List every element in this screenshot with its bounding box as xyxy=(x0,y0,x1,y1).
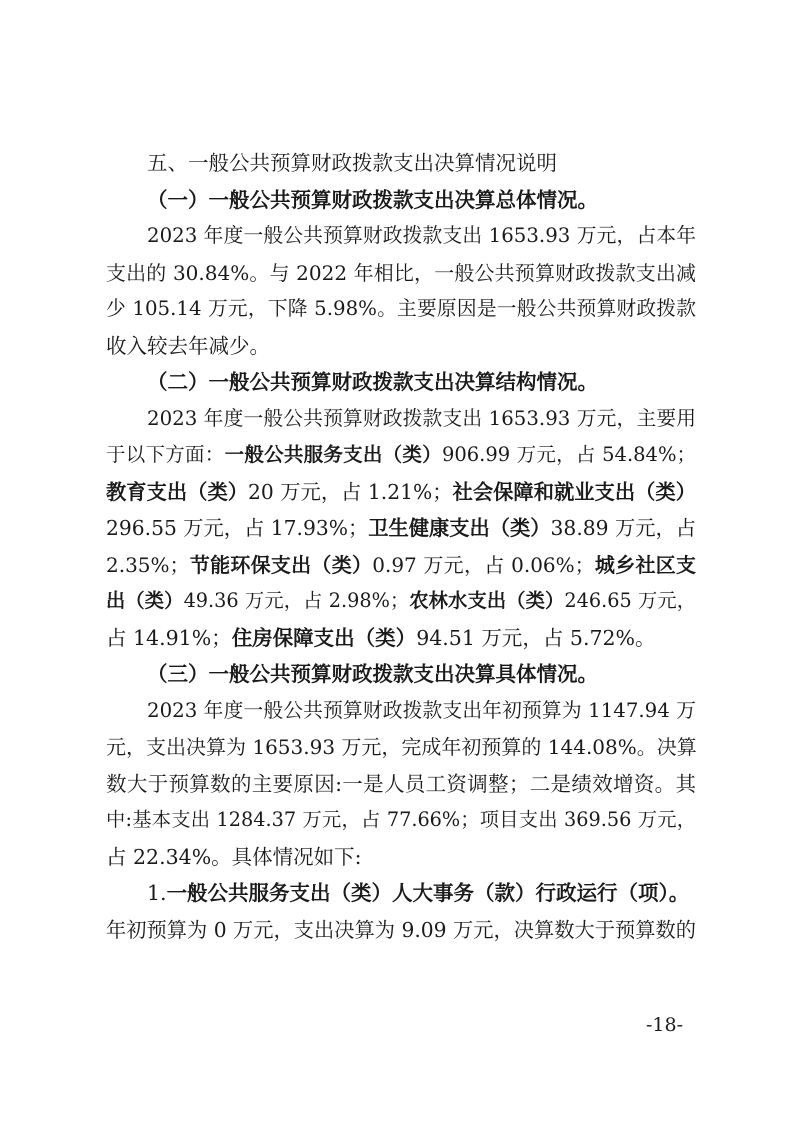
category-name: 出（类） xyxy=(106,589,184,612)
category-name: 城乡社区支 xyxy=(594,552,697,577)
paragraph-line xyxy=(106,547,696,584)
line-text: 20 万元，占 1.21%； xyxy=(248,479,453,504)
line-text: 296.55 万元，占 17.93%； xyxy=(106,516,369,540)
category-name: 一般公共服务支出（类） xyxy=(224,443,442,466)
paragraph-line: 中:基本支出 1284.37 万元，占 77.66%；项目支出 369.56 万元， xyxy=(106,808,696,831)
item-number: 1. xyxy=(147,881,167,905)
paragraph-line: 2023 年度一般公共预算财政拨款支出年初预算为 1147.94 万 xyxy=(147,698,696,722)
line-text: 906.99 万元，占 54.84%； xyxy=(441,443,696,466)
line-text: 占 14.91%； xyxy=(106,625,232,650)
paragraph-line: 年初预算为 0 万元，支出决算为 9.09 万元，决算数大于预算数的 xyxy=(106,917,696,942)
paragraph-line xyxy=(106,474,696,511)
document-body xyxy=(106,145,696,948)
paragraph-line xyxy=(106,583,696,620)
paragraph-line: 2023 年度一般公共预算财政拨款支出 1653.93 万元，占本年 xyxy=(147,224,696,247)
category-name: 住房保障支出（类） xyxy=(231,625,417,650)
page-number: -18- xyxy=(646,1014,684,1036)
paragraph-line: 元，支出决算为 1653.93 万元，完成年初预算的 144.08%。决算 xyxy=(106,735,697,759)
paragraph-line: 数大于预算数的主要原因:一是人员工资调整；二是绩效增资。其 xyxy=(106,771,696,796)
category-name: 农林水支出（类） xyxy=(409,589,565,612)
category-name: 社会保障和就业支出（类） xyxy=(452,479,696,504)
section-heading: 五、一般公共预算财政拨款支出决算情况说明 xyxy=(147,151,557,175)
line-text: 49.36 万元，占 2.98%； xyxy=(183,589,410,612)
line-text: 246.65 万元， xyxy=(564,589,697,612)
line-text: 94.51 万元，占 5.72%。 xyxy=(416,625,656,650)
paragraph-line: 收入较去年减少。 xyxy=(106,333,270,358)
sub2-heading: （二）一般公共预算财政拨款支出决算结构情况。 xyxy=(147,370,598,394)
line-text: 0.97 万元，占 0.06%； xyxy=(372,552,595,577)
paragraph-line xyxy=(106,510,696,547)
category-name: 卫生健康支出（类） xyxy=(368,516,551,540)
paragraph-line: 2023 年度一般公共预算财政拨款支出 1653.93 万元，主要用 xyxy=(147,406,696,430)
category-name: 教育支出（类） xyxy=(106,479,249,504)
sub1-heading: （一）一般公共预算财政拨款支出决算总体情况。 xyxy=(147,187,598,212)
paragraph-line: 少 105.14 万元，下降 5.98%。主要原因是一般公共预算财政拨款 xyxy=(106,297,696,320)
paragraph-line xyxy=(106,620,696,657)
sub3-heading: （三）一般公共预算财政拨款支出决算具体情况。 xyxy=(147,662,598,686)
line-text: 38.89 万元，占 xyxy=(550,516,696,540)
paragraph-line: 支出的 30.84%。与 2022 年相比，一般公共预算财政拨款支出减 xyxy=(106,260,696,285)
paragraph-line: 占 22.34%。具体情况如下: xyxy=(106,844,362,869)
line-text: 于以下方面： xyxy=(106,443,225,466)
paragraph-line xyxy=(106,437,696,474)
line-text: 2.35%； xyxy=(106,552,190,577)
item1-heading xyxy=(106,875,696,912)
category-name: 节能环保支出（类） xyxy=(189,552,373,577)
item-title: 一般公共服务支出（类）人大事务（款）行政运行（项）。 xyxy=(166,881,690,905)
